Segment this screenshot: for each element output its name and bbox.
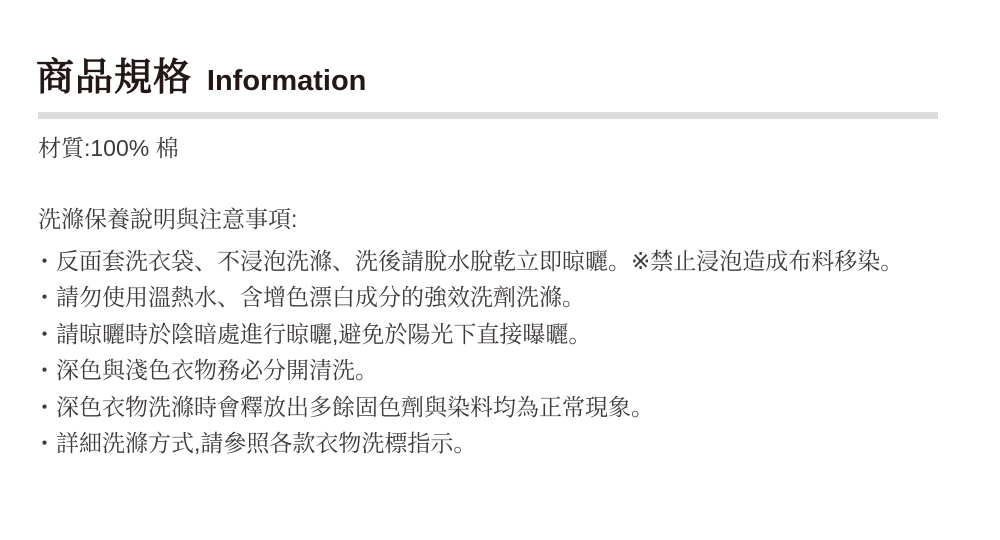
bullet-icon: ・ [33,320,56,347]
care-list-item [33,279,903,315]
care-list-item [33,389,903,425]
care-item-text: 請晾曬時於陰暗處進行晾曬,避免於陽光下直接曝曬。 [56,320,592,347]
care-list-item [33,425,903,461]
care-list [33,243,903,461]
care-list-item [33,243,903,279]
care-list-item [33,352,903,388]
bullet-icon: ・ [33,357,56,384]
care-item-text: 反面套洗衣袋、不浸泡洗滌、洗後請脫水脫乾立即晾曬。※禁止浸泡造成布料移染。 [56,248,904,274]
care-heading: 洗滌保養說明與注意事項: [38,206,298,232]
care-item-text: 請勿使用溫熱水、含增色漂白成分的強效洗劑洗滌。 [56,284,585,311]
care-item-text: 深色與淺色衣物務必分開清洗。 [56,357,378,384]
section-title-zh: 商品規格 [36,57,193,99]
care-list-item [33,316,903,352]
care-item-text: 深色衣物洗滌時會釋放出多餘固色劑與染料均為正常現象。 [56,393,654,420]
section-title [36,46,366,101]
material-spec: 材質:100% 棉 [38,135,179,161]
title-divider [38,112,938,119]
care-item-text: 詳細洗滌方式,請參照各款衣物洗標指示。 [56,430,477,457]
bullet-icon: ・ [33,284,56,311]
bullet-icon: ・ [33,430,56,457]
bullet-icon: ・ [33,393,56,420]
section-title-en: Information [206,65,367,97]
bullet-icon: ・ [33,248,56,274]
